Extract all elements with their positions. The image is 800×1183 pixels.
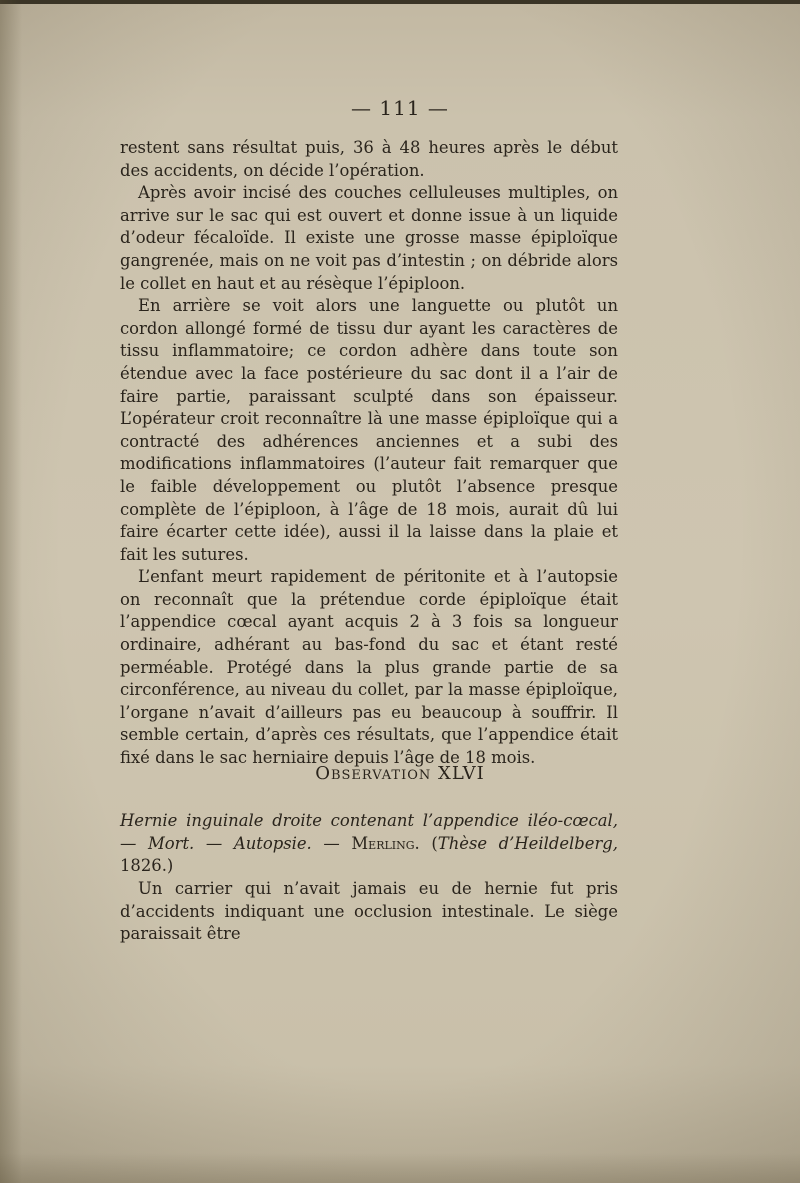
observation-heading-word: Observation — [315, 763, 432, 784]
paragraph-2: Après avoir incisé des couches celluleuses multiples, on arrive sur le sac qui est ouvert et donne issue à un liquide d’odeur fécaloïde. Il existe une grosse masse épiploïque gangrenée, mais on ne voit pas d’intestin ; on débride alors le collet en haut et au résèque l’épiploon. — [120, 183, 618, 293]
paragraph-3: En arrière se voit alors une languette ou plutôt un cordon allongé formé de tissu dur ayant les caractères de tissu inflammatoire; ce cordon adhère dans toute son étendue avec la face postérieure du sac dont il a l’air de faire partie, paraissant sculpté dans son épaisseur. L’opérateur croit reconnaître là une masse épiploïque qui a contracté des adhérences anciennes et a subi des modifications inflammatoires (l’auteur fait remarquer que le faible développement ou plutôt l’absence presque complète de l’épiploon, à l’âge de 18 mois, aurait dû lui faire écarter cette idée), aussi il la laisse dans la plaie et fait les sutures. — [120, 296, 618, 564]
page-left-shadow — [0, 0, 22, 1183]
observation-text-block — [120, 878, 618, 946]
page-top-edge — [0, 0, 800, 4]
observation-paragraph-1: Un carrier qui n’avait jamais eu de hernie fut pris d’accidents indiquant une occlusion intestinale. Le siège paraissait être — [120, 879, 618, 944]
main-text-block — [120, 137, 618, 770]
observation-subtitle-text: Hernie inguinale droite contenant l’appendice iléo-cœcal, — Mort. — Autopsie. — — [120, 811, 618, 853]
observation-source-open: ( — [431, 833, 438, 853]
observation-heading — [0, 763, 800, 784]
observation-source-title: Thèse d’Heildelberg, — [437, 833, 619, 853]
paragraph-1: restent sans résultat puis, 36 à 48 heures après le début des accidents, on décide l’opération. — [120, 138, 618, 180]
observation-source-year: 1826.) — [120, 856, 174, 876]
page-bottom-shadow — [0, 1153, 800, 1183]
observation-subtitle — [120, 810, 618, 878]
observation-author: Merling. — [351, 833, 420, 853]
paragraph-4: L’enfant meurt rapidement de péritonite et à l’autopsie on reconnaît que la prétendue corde épiploïque était l’appendice cœcal ayant acquis 2 à 3 fois sa longueur ordinaire, adhérant au bas-fond du sac et étant resté perméable. Protégé dans la plus grande partie de sa circonférence, au niveau du collet, par la masse épiploïque, l’organe n’avait d’ailleurs pas eu beaucoup à souffrir. Il semble certain, d’après ces résultats, que l’appendice était fixé dans le sac herniaire depuis l’âge de 18 mois. — [120, 567, 618, 768]
observation-heading-number: XLVI — [438, 763, 485, 784]
page-number: — 111 — — [351, 96, 449, 120]
